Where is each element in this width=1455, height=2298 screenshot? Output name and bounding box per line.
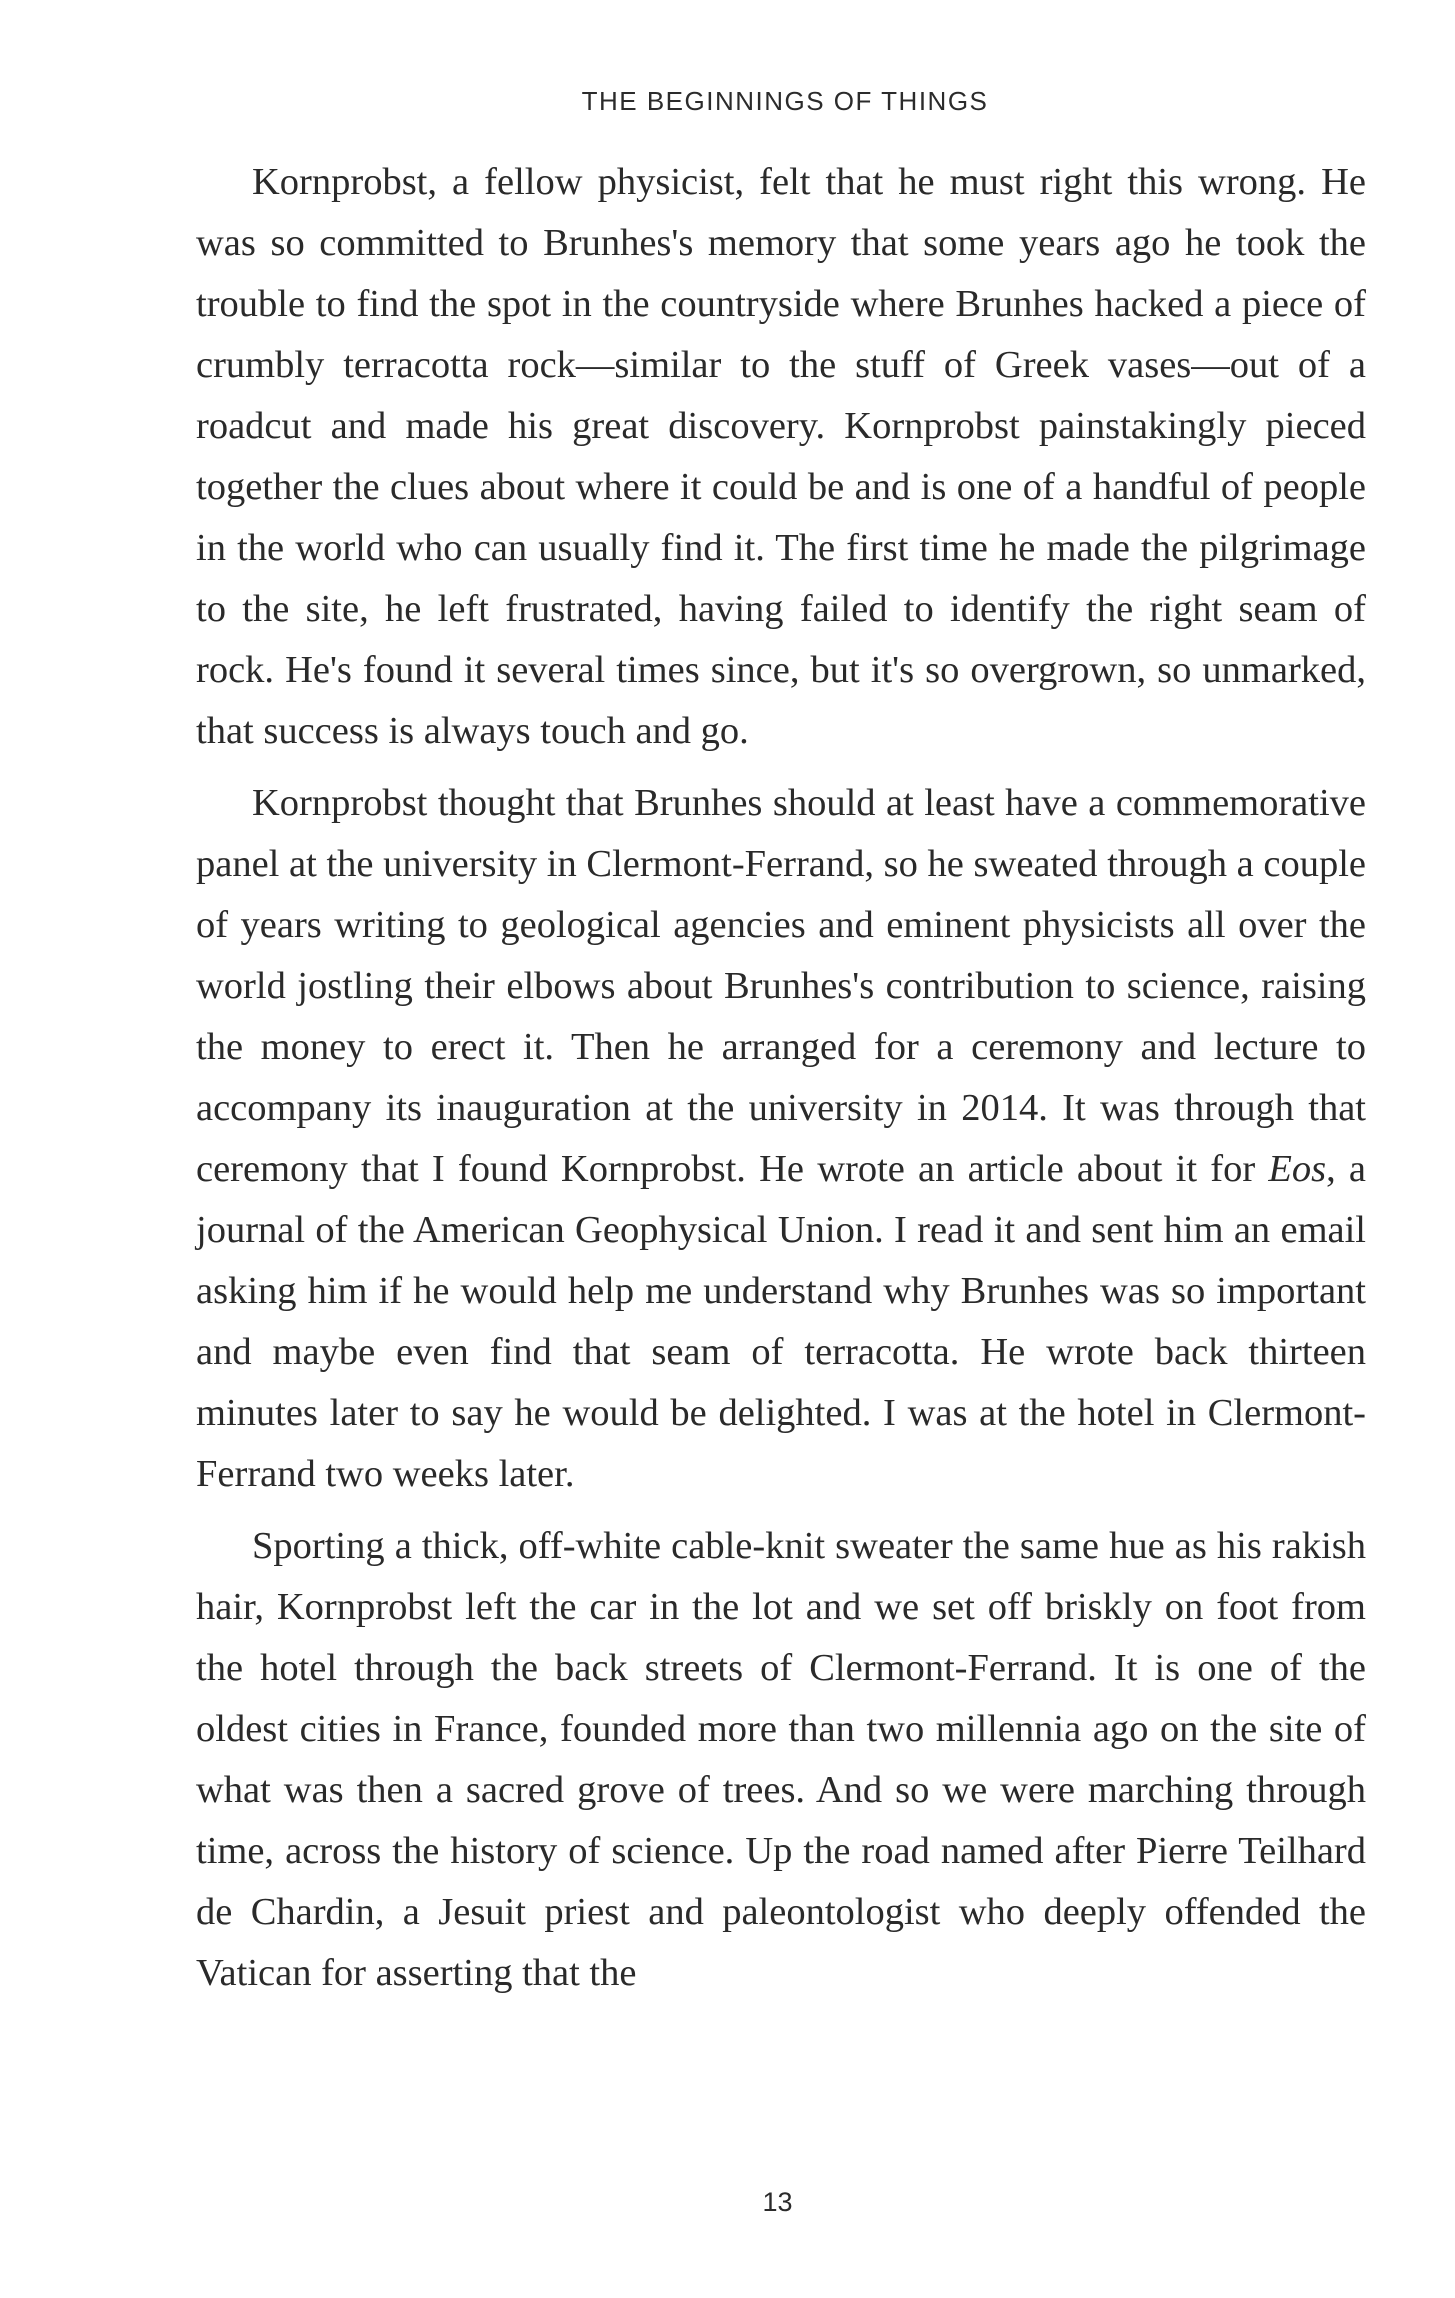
paragraph-1: Kornprobst, a fellow physicist, felt that he must right this wrong. He was so committed to Brunhes's memory that some years ago he took the trouble to find the spot in the countryside where Brunhes hacked a piece of crumbly terracotta rock—similar to the stuff of Greek vases—out of a roadcut and made his great discovery. Kornprobst painstakingly pieced together the clues about where it could be and is one of a handful of people in the world who can usually find it. The first time he made the pilgrimage to the site, he left frustrated, having failed to identify the right seam of rock. He's found it several times since, but it's so overgrown, so unmarked, that success is always touch and go.	[196, 161, 1366, 752]
paragraph-2-text-start: Kornprobst thought that Brunhes should at least have a commemorative panel at the university in Clermont-Ferrand, so he sweated through a couple of years writing to geological agencies and eminent physicists all over the world jostling their elbows about Brunhes's contribution to science, raising the money to erect it. Then he arranged for a ceremony and lecture to accompany its inauguration at the university in 2014. It was through that ceremony that I found Kornprobst. He wrote an article about it for	[196, 782, 1366, 1190]
journal-title-italic: Eos	[1268, 1148, 1327, 1190]
body-text	[196, 152, 1366, 2004]
paragraph-2	[196, 773, 1366, 1505]
paragraph-2-text-end: , a journal of the American Geophysical Union. I read it and sent him an email asking him if he would help me understand why Brunhes was so important and maybe even find that seam of terracotta. He wrote back thirteen minutes later to say he would be delighted. I was at the hotel in Clermont-Ferrand two weeks later.	[196, 1148, 1366, 1495]
running-head: THE BEGINNINGS OF THINGS	[581, 86, 989, 116]
paragraph-3: Sporting a thick, off-white cable-knit sweater the same hue as his rakish hair, Kornprobst left the car in the lot and we set off briskly on foot from the hotel through the back streets of Clermont-Ferrand. It is one of the oldest cities in France, founded more than two millennia ago on the site of what was then a sacred grove of trees. And so we were marching through time, across the history of science. Up the road named after Pierre Teilhard de Chardin, a Jesuit priest and paleontologist who deeply offended the Vatican for asserting that the	[196, 1525, 1366, 1994]
page-number: 13	[762, 2187, 793, 2217]
